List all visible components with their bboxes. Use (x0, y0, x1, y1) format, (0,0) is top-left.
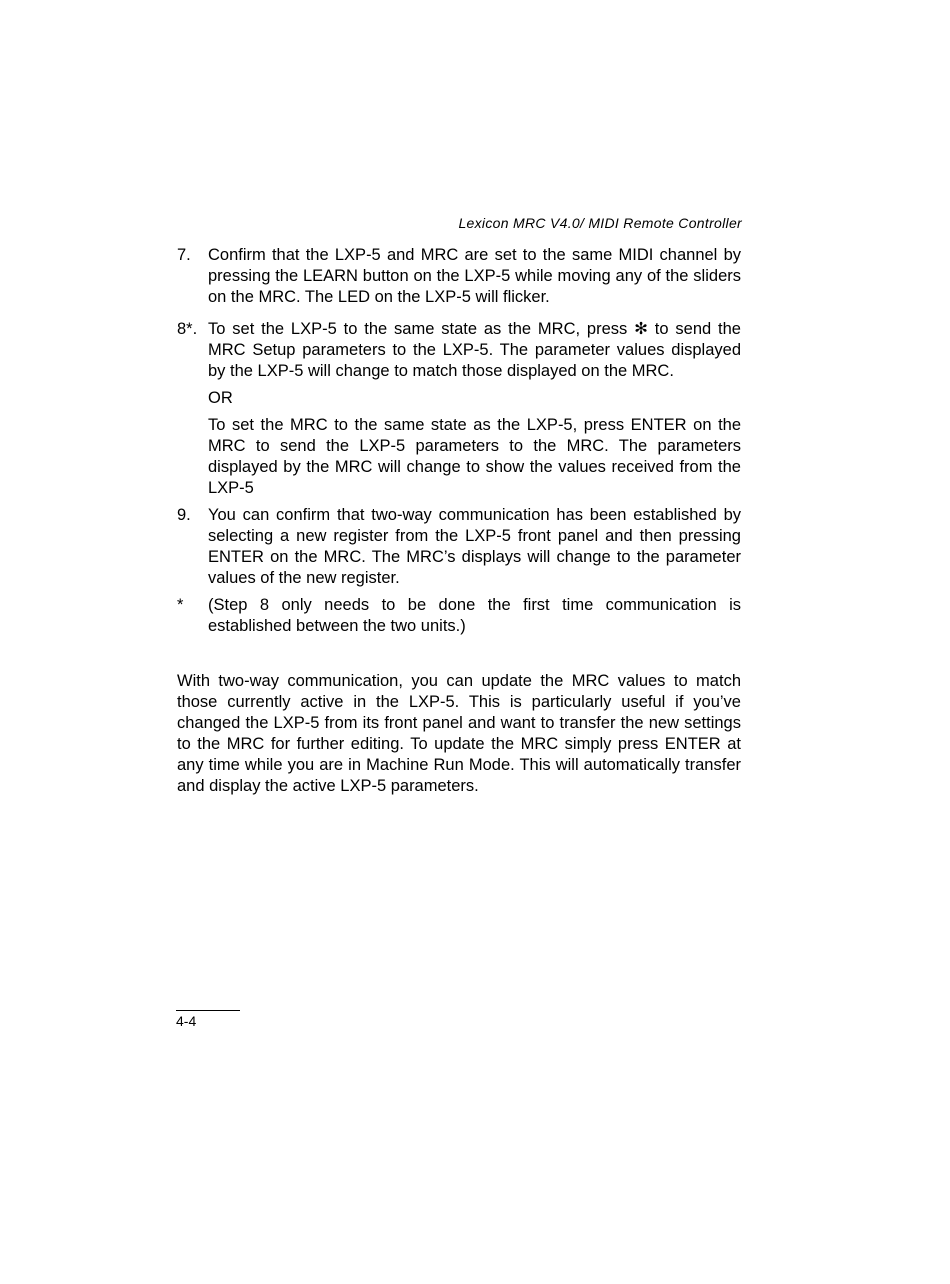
footer-rule (176, 1010, 240, 1011)
step-8 (177, 319, 741, 499)
step-9 (177, 505, 741, 589)
step-paragraph: You can confirm that two-way communication has been established by selecting a new register from the LXP-5 front panel and then pressing ENTER on the MRC. The MRC’s displays will change to the parameter values of the new register. (208, 506, 741, 587)
page-content (177, 245, 741, 797)
step-number: 9. (177, 506, 191, 524)
footnote (177, 595, 741, 637)
or-separator: OR (208, 389, 233, 407)
footnote-text: (Step 8 only needs to be done the first time communication is established between the two units.) (208, 596, 741, 635)
step-body (208, 319, 741, 499)
body-paragraph: With two-way communication, you can update the MRC values to match those currently active in the LXP-5. This is particularly useful if you’ve changed the LXP-5 from its front panel and want to transfer the new settings to the MRC for further editing. To update the MRC simply press ENTER at any time while you are in Machine Run Mode. This will automatically transfer and display the active LXP-5 parameters. (177, 672, 741, 795)
step-number: 8*. (177, 320, 198, 338)
step-paragraph: To set the MRC to the same state as the LXP-5, press ENTER on the MRC to send the LXP-5 parameters to the MRC. The parameters displayed by the MRC will change to show the values received from the LXP-5 (208, 416, 741, 497)
page-footer (176, 1010, 240, 1029)
step-body (208, 505, 741, 589)
step-number: 7. (177, 246, 191, 264)
step-body (208, 245, 741, 308)
step-7 (177, 245, 741, 308)
running-header: Lexicon MRC V4.0/ MIDI Remote Controller (458, 215, 742, 231)
page-number: 4-4 (176, 1013, 197, 1029)
footnote-marker: * (177, 596, 184, 614)
step-paragraph: To set the LXP-5 to the same state as the MRC, press ✻ to send the MRC Setup parameters to the LXP-5. The parameter values displayed by the LXP-5 will change to match those displayed on the MRC. (208, 320, 741, 380)
step-paragraph: Confirm that the LXP-5 and MRC are set to the same MIDI channel by pressing the LEARN button on the LXP-5 while moving any of the sliders on the MRC. The LED on the LXP-5 will flicker. (208, 246, 741, 306)
footnote-body (208, 595, 741, 637)
